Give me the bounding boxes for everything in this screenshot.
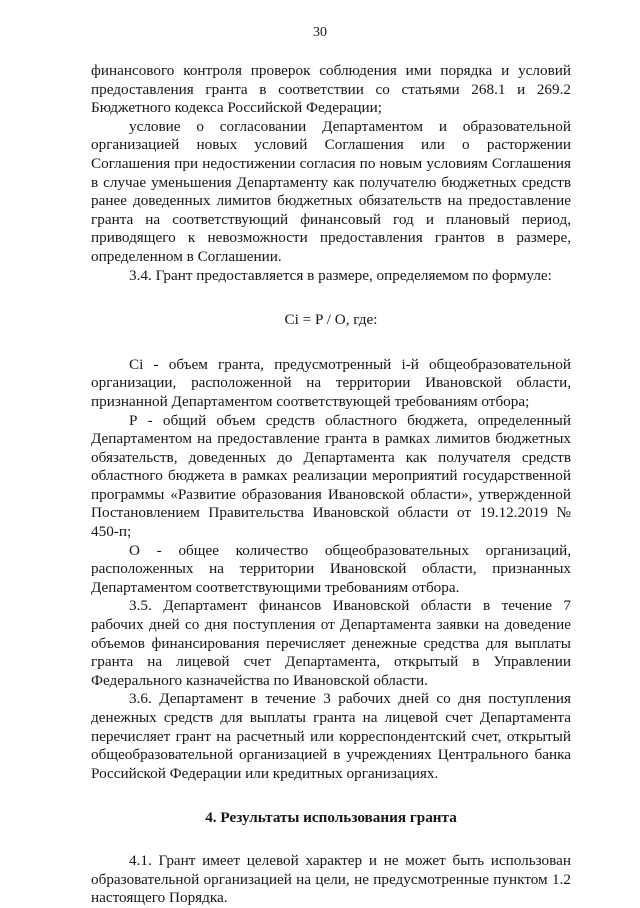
paragraph-3-4: 3.4. Грант предоставляется в размере, определяемом по формуле: <box>129 266 552 284</box>
paragraph-continuation: финансового контроля проверок соблюдения ими порядка и условий предоставления гранта в соответствии со статьями 268.1 и 269.2 Бюджетного кодекса Российской Федерации; <box>91 62 571 117</box>
paragraph-3-6: 3.6. Департамент в течение 3 рабочих дней со дня поступления денежных средств для выплаты гранта на лицевой счет Департамента перечисляет грант на расчетный или корреспондентский счет, открытый общеобразовательной организацией в учреждениях Центрального банка Российской Федерации или кредитных организациях. <box>91 690 571 782</box>
paragraph-agreement-condition: условие о согласовании Департаментом и образовательной организацией новых условий Соглашения или о расторжении Соглашения при недостижении согласия по новым условиям Соглашения в случае уменьшения Департаменту как получателю бюджетных средств ранее доведенных лимитов бюджетных обязательств на предоставление гранта на соответствующий финансовый год и плановый период, приводящего к невозможности предоставления грантов в размере, определенном в Соглашении. <box>91 117 571 265</box>
paragraph-4-1: 4.1. Грант имеет целевой характер и не может быть использован образовательной организацией на цели, не предусмотренные пунктом 1.2 настоящего Порядка. <box>91 851 571 907</box>
section-heading-4: 4. Результаты использования гранта <box>205 809 457 827</box>
paragraph-ci-definition: Ci - объем гранта, предусмотренный i-й общеобразовательной организации, расположенной на территории Ивановской области, признанной Департаментом соответствующей требованиям отбора; <box>91 355 571 410</box>
document-body <box>91 62 571 908</box>
paragraph-o-definition: О - общее количество общеобразовательных организаций, расположенных на территории Ивановской области, признанных Департаментом соответствующими требованиям отбора. <box>91 541 571 596</box>
grant-formula: Ci = P / O, где: <box>284 311 378 329</box>
paragraph-3-5: 3.5. Департамент финансов Ивановской области в течение 7 рабочих дней со дня поступления от Департамента заявки на доведение объемов финансирования перечисляет денежные средства для выплаты гранта на лицевой счет Департамента, открытый в Управлении Федерального казначейства по Ивановской области. <box>91 597 571 689</box>
paragraph-p-definition: Р - общий объем средств областного бюджета, определенный Департаментом на предоставление гранта в рамках лимитов бюджетных обязательств, доведенных до Департамента как получателя средств областного бюджета в рамках реализации мероприятий государственной программы «Развитие образования Ивановской области», утвержденной Постановлением Правительства Ивановской области от 19.12.2019 № 450-п; <box>91 411 571 541</box>
page-number: 30 <box>313 25 327 40</box>
